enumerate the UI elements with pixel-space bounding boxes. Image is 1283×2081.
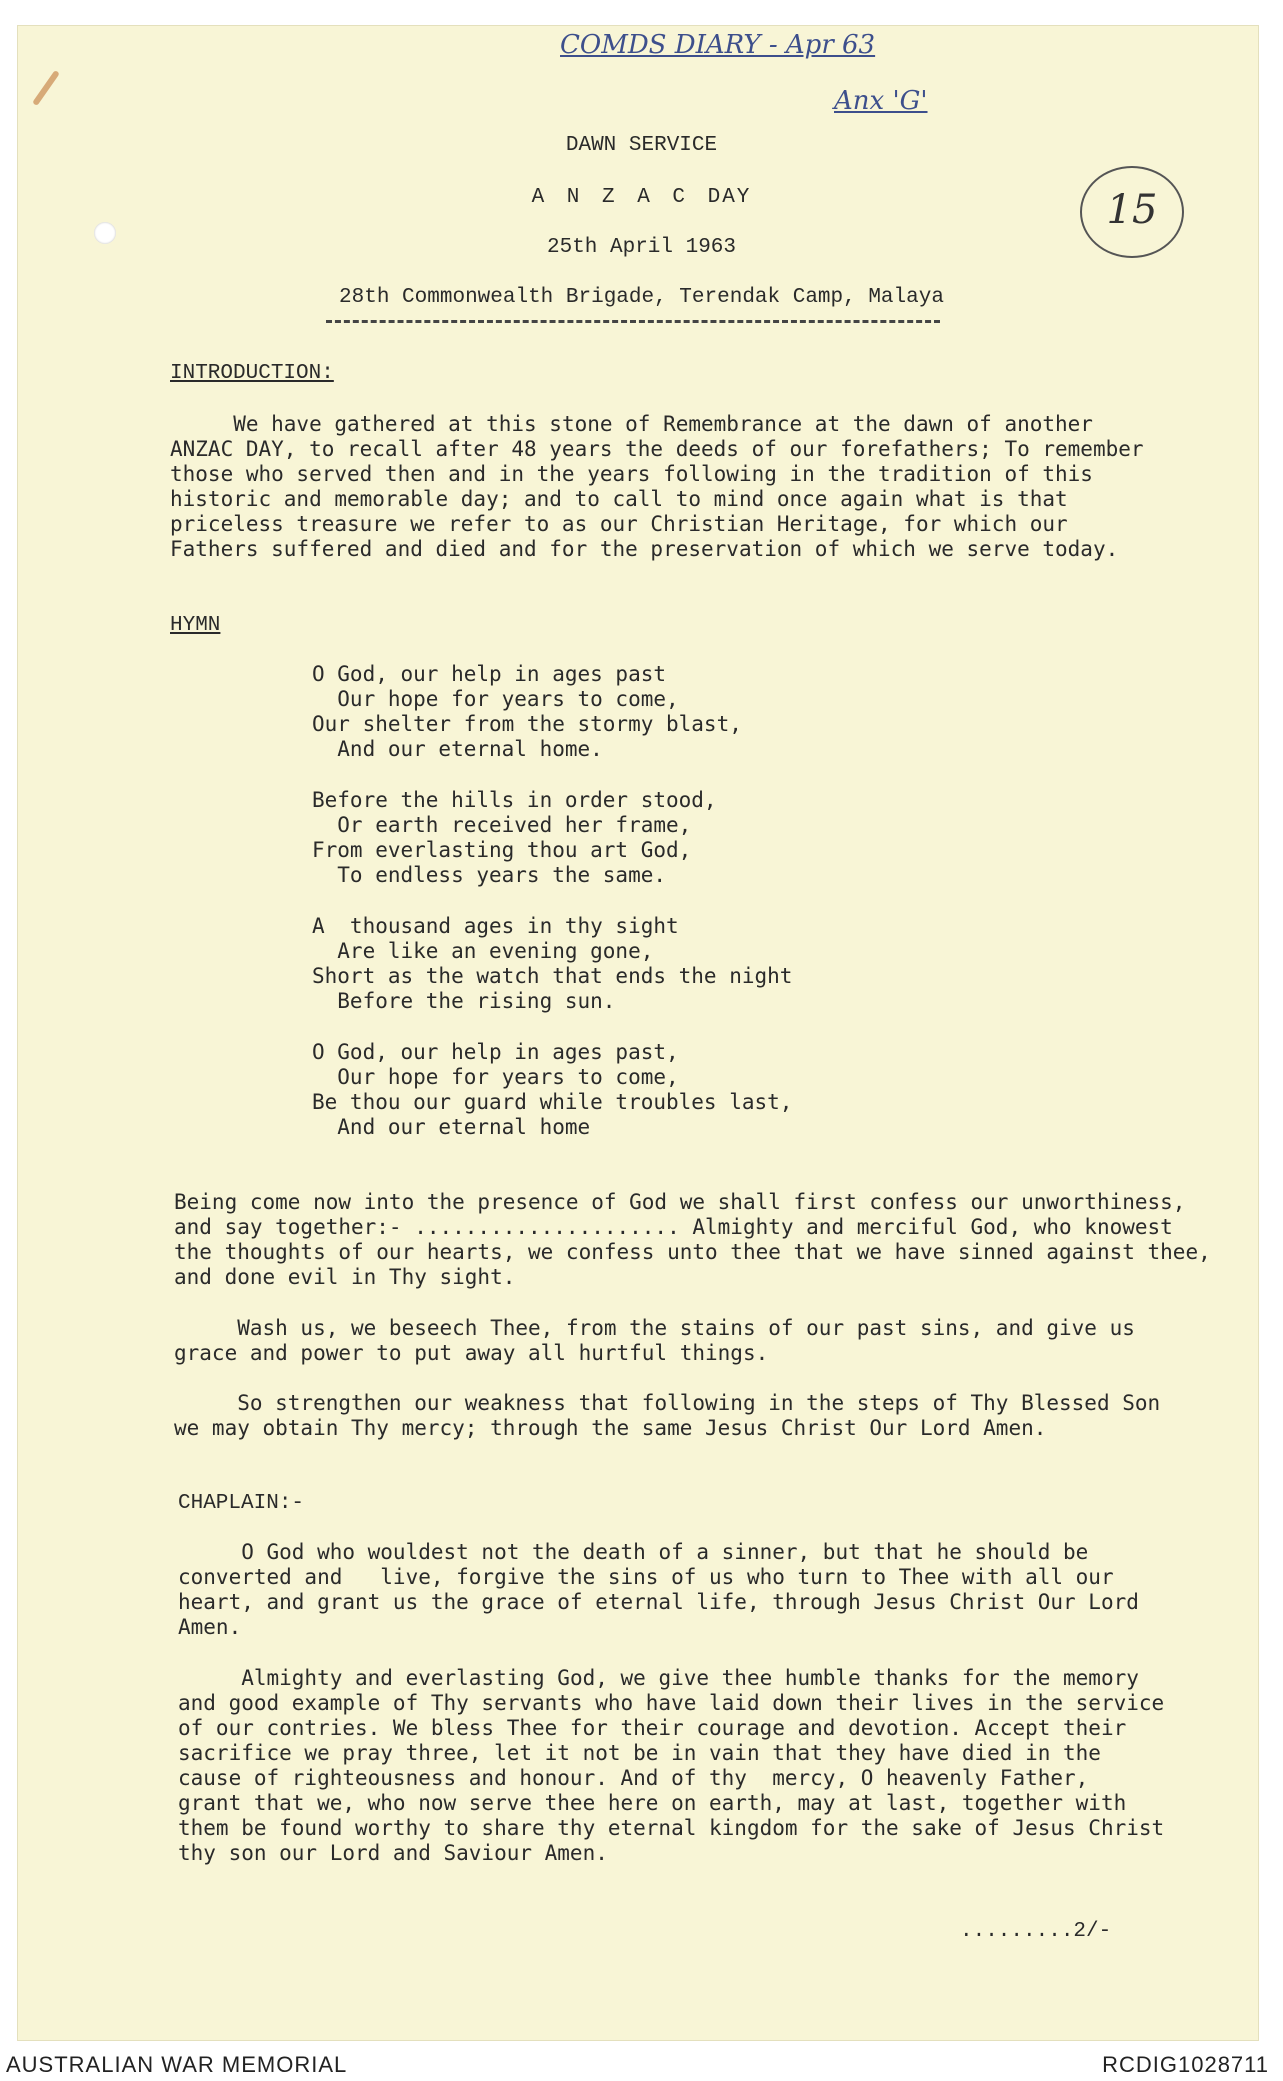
- chaplain-heading: CHAPLAIN:-: [178, 1492, 305, 1515]
- hymn-verse-1: O God, our help in ages past Our hope for years to come, Our shelter from the stormy blast, And our eternal home.: [312, 662, 742, 761]
- confession-text: Being come now into the presence of God we shall first confess our unworthiness, and say together:- ..................... Almighty and merciful God, who knowest the thoughts of our hearts, we confess unto thee that we have sinned against thee, and done evil in Thy sight.: [174, 1190, 1211, 1289]
- hymn-verse-4: O God, our help in ages past, Our hope for years to come, Be thou our guard while troubles last, And our eternal home: [312, 1040, 793, 1139]
- title-dawn-service: DAWN SERVICE: [565, 134, 718, 157]
- hymn-heading: HYMN: [170, 614, 221, 637]
- confession-wash-us: Wash us, we beseech Thee, from the stains of our past sins, and give us grace and power to put away all hurtful things.: [174, 1316, 1135, 1365]
- introduction-text: We have gathered at this stone of Remembrance at the dawn of another ANZAC DAY, to recall after 48 years the deeds of our forefathers; To remember those who served then and in the years following in the tradition of this historic and memorable day; and to call to mind once again what is that priceless treasure we refer to as our Christian Heritage, for which our Fathers suffered and died and for the preservation of which we serve today.: [170, 412, 1144, 561]
- handwritten-annex-note: Anx 'G': [834, 86, 928, 116]
- handwritten-diary-note: COMDS DIARY - Apr 63: [560, 30, 876, 60]
- dashed-rule: [326, 320, 940, 323]
- circled-page-number: 15: [1080, 166, 1184, 258]
- title-date: 25th April 1963: [546, 236, 737, 259]
- hymn-verse-3: A thousand ages in thy sight Are like an evening gone, Short as the watch that ends the night Before the rising sun.: [312, 914, 793, 1013]
- title-anzac-day: A N Z A C DAY: [531, 186, 752, 209]
- archive-name: AUSTRALIAN WAR MEMORIAL: [6, 2052, 348, 2077]
- chaplain-prayer-2: Almighty and everlasting God, we give thee humble thanks for the memory and good example of Thy servants who have laid down their lives in the service of our contries. We bless Thee for their courage and devotion. Accept their sacrifice we pray three, let it not be in vain that they have died in the cause of righteousness and honour. And of thy mercy, O heavenly Father, grant that we, who now serve thee here on earth, may at last, together with them be found worthy to share thy eternal kingdom for the sake of Jesus Christ thy son our Lord and Saviour Amen.: [178, 1666, 1165, 1865]
- confession-strengthen: So strengthen our weakness that following in the steps of Thy Blessed Son we may obtain Thy mercy; through the same Jesus Christ Our Lord Amen.: [174, 1391, 1161, 1440]
- introduction-heading: INTRODUCTION:: [170, 362, 334, 385]
- title-brigade: 28th Commonwealth Brigade, Terendak Camp, Malaya: [339, 286, 944, 309]
- chaplain-prayer-1: O God who wouldest not the death of a sinner, but that he should be converted and live, forgive the sins of us who turn to Thee with all our heart, and grant us the grace of eternal life, through Jesus Christ Our Lord Amen.: [178, 1540, 1139, 1639]
- page-continue-marker: .........2/-: [960, 1920, 1112, 1943]
- hymn-verse-2: Before the hills in order stood, Or earth received her frame, From everlasting thou art God, To endless years the same.: [312, 788, 717, 887]
- archive-id: RCDIG1028711: [1102, 2052, 1269, 2077]
